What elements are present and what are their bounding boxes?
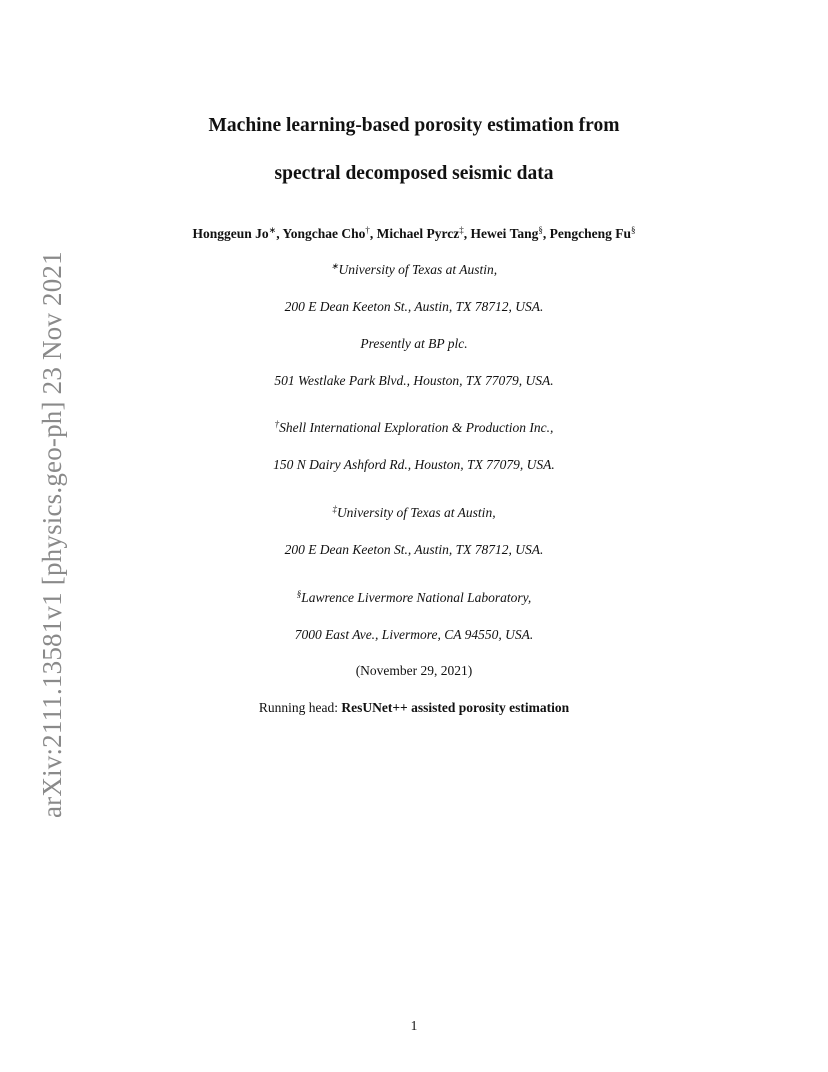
title-line-1: Machine learning-based porosity estimation from bbox=[208, 115, 620, 136]
author-3: Michael Pyrcz‡, bbox=[376, 225, 471, 241]
affiliation-4-line-1: ‡University of Texas at Austin, bbox=[332, 504, 496, 520]
affiliation-5-line-1: §Lawrence Livermore National Laboratory, bbox=[296, 589, 532, 605]
affiliation-1-line-1: ∗University of Texas at Austin, bbox=[330, 261, 498, 277]
affiliation-3-line-1: †Shell International Exploration & Production Inc., bbox=[274, 419, 554, 435]
affiliation-3-line-2: 150 N Dairy Ashford Rd., Houston, TX 77079, USA. bbox=[273, 457, 555, 472]
author-2: Yongchae Cho†, bbox=[282, 225, 377, 241]
date: (November 29, 2021) bbox=[355, 663, 473, 678]
affiliation-5-line-2: 7000 East Ave., Livermore, CA 94550, USA. bbox=[294, 627, 534, 642]
page-number: 1 bbox=[410, 1018, 418, 1033]
running-head-label: Running head: bbox=[258, 700, 338, 715]
affiliation-1-line-2: 200 E Dean Keeton St., Austin, TX 78712, USA. bbox=[284, 299, 544, 314]
author-5: Pengcheng Fu§ bbox=[549, 225, 636, 241]
author-list bbox=[0, 227, 828, 241]
affiliation-2-line-2: 501 Westlake Park Blvd., Houston, TX 77079, USA. bbox=[274, 373, 554, 388]
running-head bbox=[0, 701, 828, 715]
author-1: Honggeun Jo∗, bbox=[192, 225, 283, 241]
running-head-value: ResUNet++ assisted porosity estimation bbox=[341, 700, 570, 715]
affiliation-4-line-2: 200 E Dean Keeton St., Austin, TX 78712, USA. bbox=[284, 542, 544, 557]
affiliation-2-line-1: Presently at BP plc. bbox=[360, 336, 468, 351]
arxiv-stamp: arXiv:2111.13581v1 [physics.geo-ph] 23 Nov 2021 bbox=[37, 251, 67, 818]
author-4: Hewei Tang§, bbox=[470, 225, 550, 241]
title-line-2: spectral decomposed seismic data bbox=[274, 163, 554, 184]
